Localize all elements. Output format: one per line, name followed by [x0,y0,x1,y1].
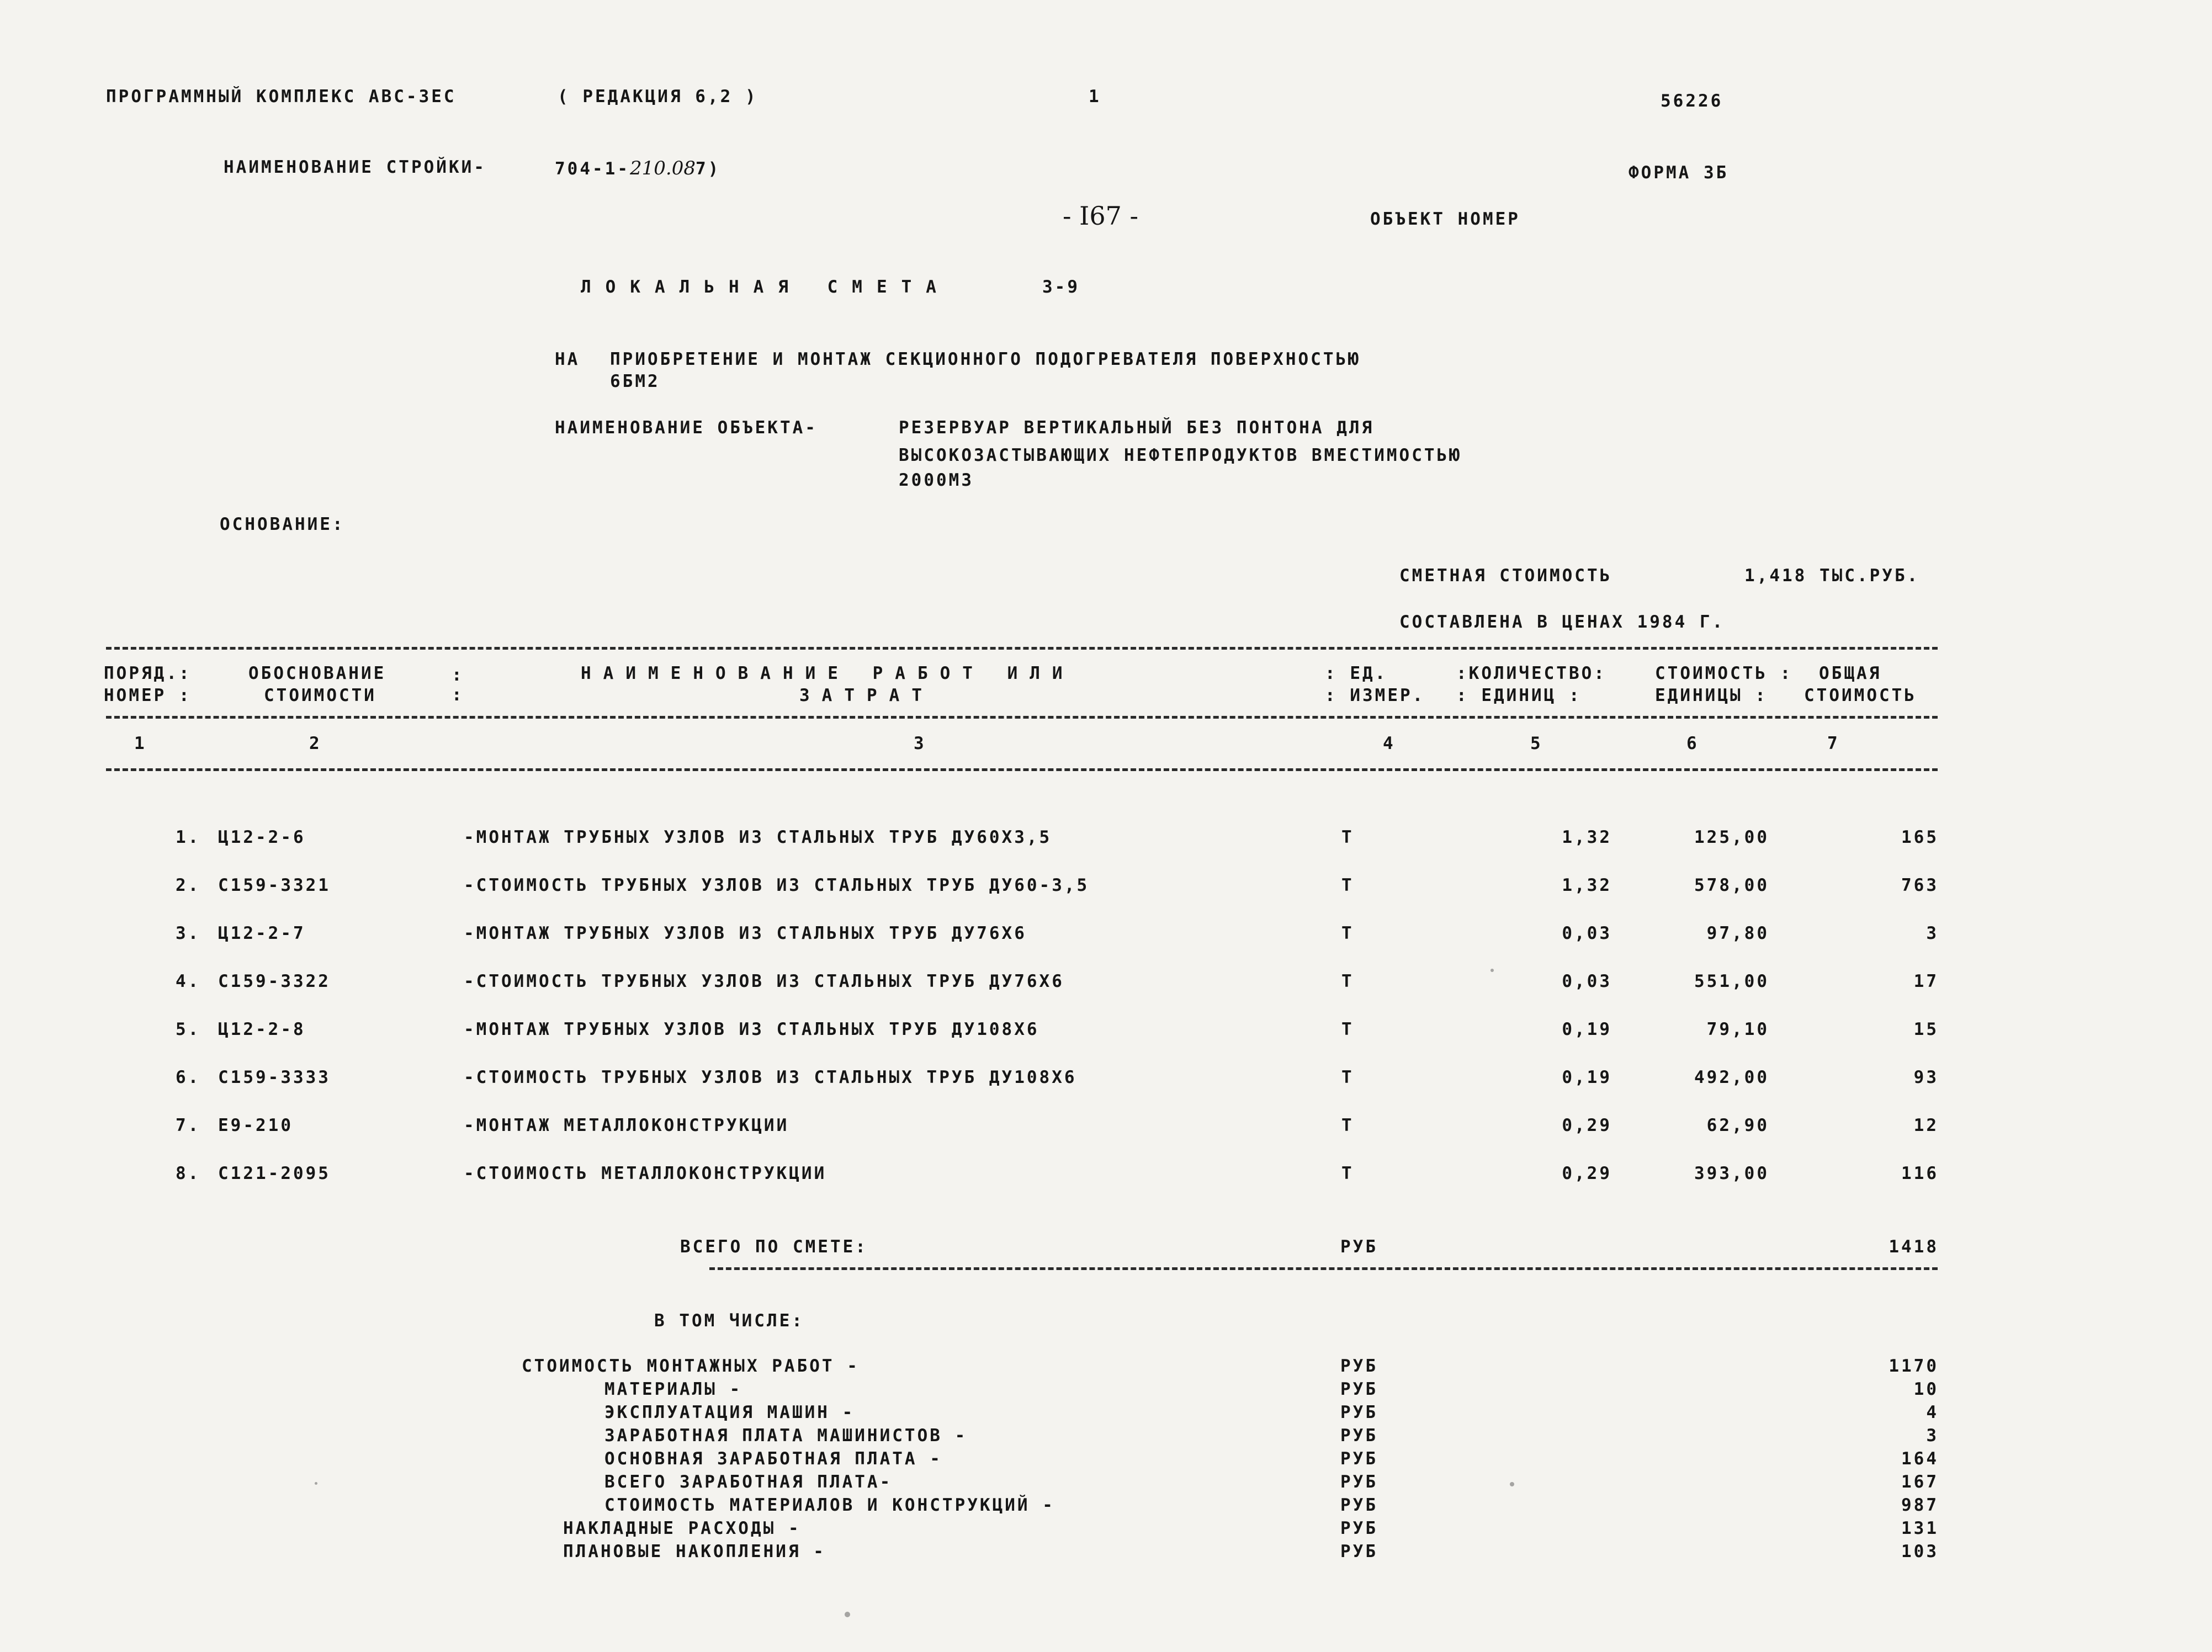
estimate-number: 3-9 [1042,277,1080,297]
column-number: 7 [1827,734,1840,753]
estimate-heading: ЛОКАЛЬНАЯ СМЕТА [581,277,951,297]
breakdown-value: 4 [1926,1403,1939,1422]
scan-speck [315,1482,317,1485]
row-number: 3. [176,923,201,943]
row-basis-code: С121-2095 [218,1164,331,1183]
breakdown-unit: РУБ [1340,1379,1378,1399]
row-quantity: 0,03 [1562,971,1612,991]
row-quantity: 1,32 [1562,875,1612,895]
breakdown-label: НАКЛАДНЫЕ РАСХОДЫ - [563,1518,801,1538]
row-unit: Т [1341,827,1354,847]
row-total: 763 [1901,875,1939,895]
breakdown-unit: РУБ [1340,1542,1378,1561]
header-col7-line1: ОБЩАЯ [1819,663,1882,683]
row-unit-price: 125,00 [1694,827,1769,847]
header-col2-line2: СТОИМОСТИ [264,686,376,705]
estimate-subject-line2: 6БМ2 [610,371,660,391]
row-unit: Т [1341,1019,1354,1039]
row-quantity: 1,32 [1562,827,1612,847]
row-unit-price: 578,00 [1694,875,1769,895]
object-name-line3: 2000М3 [899,470,974,490]
row-total: 15 [1913,1019,1939,1039]
construction-label: НАИМЕНОВАНИЕ СТРОЙКИ- [224,157,486,177]
row-work-name: -МОНТАЖ ТРУБНЫХ УЗЛОВ ИЗ СТАЛЬНЫХ ТРУБ ДУ108Х6 [464,1019,1039,1039]
estimated-cost-value: 1,418 ТЫС.РУБ. [1744,566,1920,586]
row-unit-price: 551,00 [1694,971,1769,991]
row-unit: Т [1341,875,1354,895]
row-total: 93 [1913,1067,1939,1087]
page-number: - I67 - [1063,201,1139,231]
row-unit-price: 79,10 [1706,1019,1769,1039]
breakdown-label: СТОИМОСТЬ МАТЕРИАЛОВ И КОНСТРУКЦИЙ - [604,1495,1055,1515]
row-total: 116 [1901,1164,1939,1183]
row-unit: Т [1341,1067,1354,1087]
header-col4-line2: : ИЗМЕР. [1325,686,1425,705]
breakdown-unit: РУБ [1340,1403,1378,1422]
breakdown-value: 103 [1901,1542,1939,1561]
row-quantity: 0,03 [1562,923,1612,943]
header-col6-line1: СТОИМОСТЬ : [1655,663,1793,683]
row-basis-code: С159-3333 [218,1067,331,1087]
construction-value: 704-1-210.087) [555,157,721,179]
row-work-name: -МОНТАЖ МЕТАЛЛОКОНСТРУКЦИИ [464,1116,789,1135]
row-unit-price: 492,00 [1694,1067,1769,1087]
header-col4-line1: : ЕД. [1325,663,1388,683]
row-work-name: -СТОИМОСТЬ МЕТАЛЛОКОНСТРУКЦИИ [464,1164,827,1183]
breakdown-label: ЭКСПЛУАТАЦИЯ МАШИН - [604,1403,855,1422]
sheet-number: 1 [1089,87,1101,107]
grand-total-rule [709,1267,1938,1270]
column-number: 6 [1686,734,1699,753]
row-quantity: 0,29 [1562,1164,1612,1183]
row-unit: Т [1341,923,1354,943]
row-basis-code: Ц12-2-7 [218,923,306,943]
breakdown-unit: РУБ [1340,1356,1378,1376]
breakdown-unit: РУБ [1340,1449,1378,1469]
row-number: 4. [176,971,201,991]
scan-speck [845,1612,850,1617]
breakdown-value: 164 [1901,1449,1939,1469]
program-edition: ( РЕДАКЦИЯ 6,2 ) [558,87,758,107]
header-col5-line2: : ЕДИНИЦ : [1456,686,1582,705]
breakdown-label: ЗАРАБОТНАЯ ПЛАТА МАШИНИСТОВ - [604,1426,968,1446]
header-col7-line2: СТОИМОСТЬ [1804,686,1917,705]
program-name: ПРОГРАММНЫЙ КОМПЛЕКС АВС-3ЕС [106,87,457,107]
row-number: 6. [176,1067,201,1087]
basis-label: ОСНОВАНИЕ: [220,514,345,534]
header-col5-line1: :КОЛИЧЕСТВО: [1456,663,1606,683]
row-total: 3 [1926,923,1939,943]
row-basis-code: Ц12-2-8 [218,1019,306,1039]
row-work-name: -СТОИМОСТЬ ТРУБНЫХ УЗЛОВ ИЗ СТАЛЬНЫХ ТРУБ ДУ108Х6 [464,1067,1077,1087]
row-unit: Т [1341,1116,1354,1135]
row-quantity: 0,19 [1562,1067,1612,1087]
row-basis-code: С159-3322 [218,971,331,991]
row-number: 1. [176,827,201,847]
column-number: 1 [134,734,147,753]
table-columns-rule [106,768,1938,771]
object-name-line1: РЕЗЕРВУАР ВЕРТИКАЛЬНЫЙ БЕЗ ПОНТОНА ДЛЯ [899,418,1375,438]
scan-speck [1490,969,1494,972]
header-col6-line2: ЕДИНИЦЫ : [1655,686,1768,705]
row-quantity: 0,19 [1562,1019,1612,1039]
row-unit: Т [1341,1164,1354,1183]
header-col1-line1: ПОРЯД.: [104,663,192,683]
row-number: 2. [176,875,201,895]
row-basis-code: С159-3321 [218,875,331,895]
header-col3-line1: НАИМЕНОВАНИЕ РАБОТ ИЛИ [581,663,1075,683]
breakdown-label: ОСНОВНАЯ ЗАРАБОТНАЯ ПЛАТА - [604,1449,942,1469]
object-name-line2: ВЫСОКОЗАСТЫВАЮЩИХ НЕФТЕПРОДУКТОВ ВМЕСТИМОСТЬЮ [899,445,1462,465]
row-unit-price: 393,00 [1694,1164,1769,1183]
row-basis-code: Ц12-2-6 [218,827,306,847]
breakdown-value: 987 [1901,1495,1939,1515]
breakdown-value: 1170 [1889,1356,1939,1376]
breakdown-value: 131 [1901,1518,1939,1538]
row-unit-price: 62,90 [1706,1116,1769,1135]
row-basis-code: Е9-210 [218,1116,293,1135]
column-number: 2 [309,734,322,753]
row-unit-price: 97,80 [1706,923,1769,943]
column-number: 4 [1383,734,1396,753]
grand-total-label: ВСЕГО ПО СМЕТЕ: [680,1237,868,1257]
row-unit: Т [1341,971,1354,991]
document-code: 56226 [1661,91,1723,111]
breakdown-value: 10 [1913,1379,1939,1399]
row-number: 8. [176,1164,201,1183]
breakdown-value: 3 [1926,1426,1939,1446]
row-total: 17 [1913,971,1939,991]
grand-total-value: 1418 [1889,1237,1939,1257]
row-work-name: -МОНТАЖ ТРУБНЫХ УЗЛОВ ИЗ СТАЛЬНЫХ ТРУБ ДУ60Х3,5 [464,827,1052,847]
scan-speck [1510,1482,1514,1486]
breakdown-unit: РУБ [1340,1495,1378,1515]
row-total: 12 [1913,1116,1939,1135]
breakdown-unit: РУБ [1340,1426,1378,1446]
row-work-name: -СТОИМОСТЬ ТРУБНЫХ УЗЛОВ ИЗ СТАЛЬНЫХ ТРУБ ДУ76Х6 [464,971,1064,991]
prices-note: СОСТАВЛЕНА В ЦЕНАХ 1984 Г. [1399,612,1725,632]
table-header-rule [106,716,1938,719]
breakdown-unit: РУБ [1340,1472,1378,1492]
row-number: 5. [176,1019,201,1039]
row-total: 165 [1901,827,1939,847]
form-label: ФОРМА 3Б [1629,163,1729,183]
object-number-label: ОБЪЕКТ НОМЕР [1370,209,1520,229]
breakdown-value: 167 [1901,1472,1939,1492]
table-top-rule [106,647,1938,650]
breakdown-label: ВСЕГО ЗАРАБОТНАЯ ПЛАТА- [604,1472,893,1492]
header-separator: : : [452,665,464,705]
breakdown-label: МАТЕРИАЛЫ - [604,1379,742,1399]
row-quantity: 0,29 [1562,1116,1612,1135]
including-label: В ТОМ ЧИСЛЕ: [654,1311,804,1331]
object-name-label: НАИМЕНОВАНИЕ ОБЪЕКТА- [555,418,818,438]
header-col2-line1: ОБОСНОВАНИЕ [248,663,386,683]
row-work-name: -СТОИМОСТЬ ТРУБНЫХ УЗЛОВ ИЗ СТАЛЬНЫХ ТРУБ ДУ60-3,5 [464,875,1090,895]
for-prefix: НА [555,349,580,369]
estimate-subject-line1: ПРИОБРЕТЕНИЕ И МОНТАЖ СЕКЦИОННОГО ПОДОГРЕВАТЕЛЯ ПОВЕРХНОСТЬЮ [610,349,1361,369]
estimated-cost-label: СМЕТНАЯ СТОИМОСТЬ [1399,566,1612,586]
header-col1-line2: НОМЕР : [104,686,192,705]
breakdown-label: ПЛАНОВЫЕ НАКОПЛЕНИЯ - [563,1542,826,1561]
grand-total-unit: РУБ [1340,1237,1378,1257]
breakdown-unit: РУБ [1340,1518,1378,1538]
row-work-name: -МОНТАЖ ТРУБНЫХ УЗЛОВ ИЗ СТАЛЬНЫХ ТРУБ ДУ76Х6 [464,923,1027,943]
column-number: 5 [1530,734,1543,753]
breakdown-label: СТОИМОСТЬ МОНТАЖНЫХ РАБОТ - [522,1356,860,1376]
header-col3-line2: ЗАТРАТ [799,686,934,705]
row-number: 7. [176,1116,201,1135]
column-number: 3 [914,734,926,753]
